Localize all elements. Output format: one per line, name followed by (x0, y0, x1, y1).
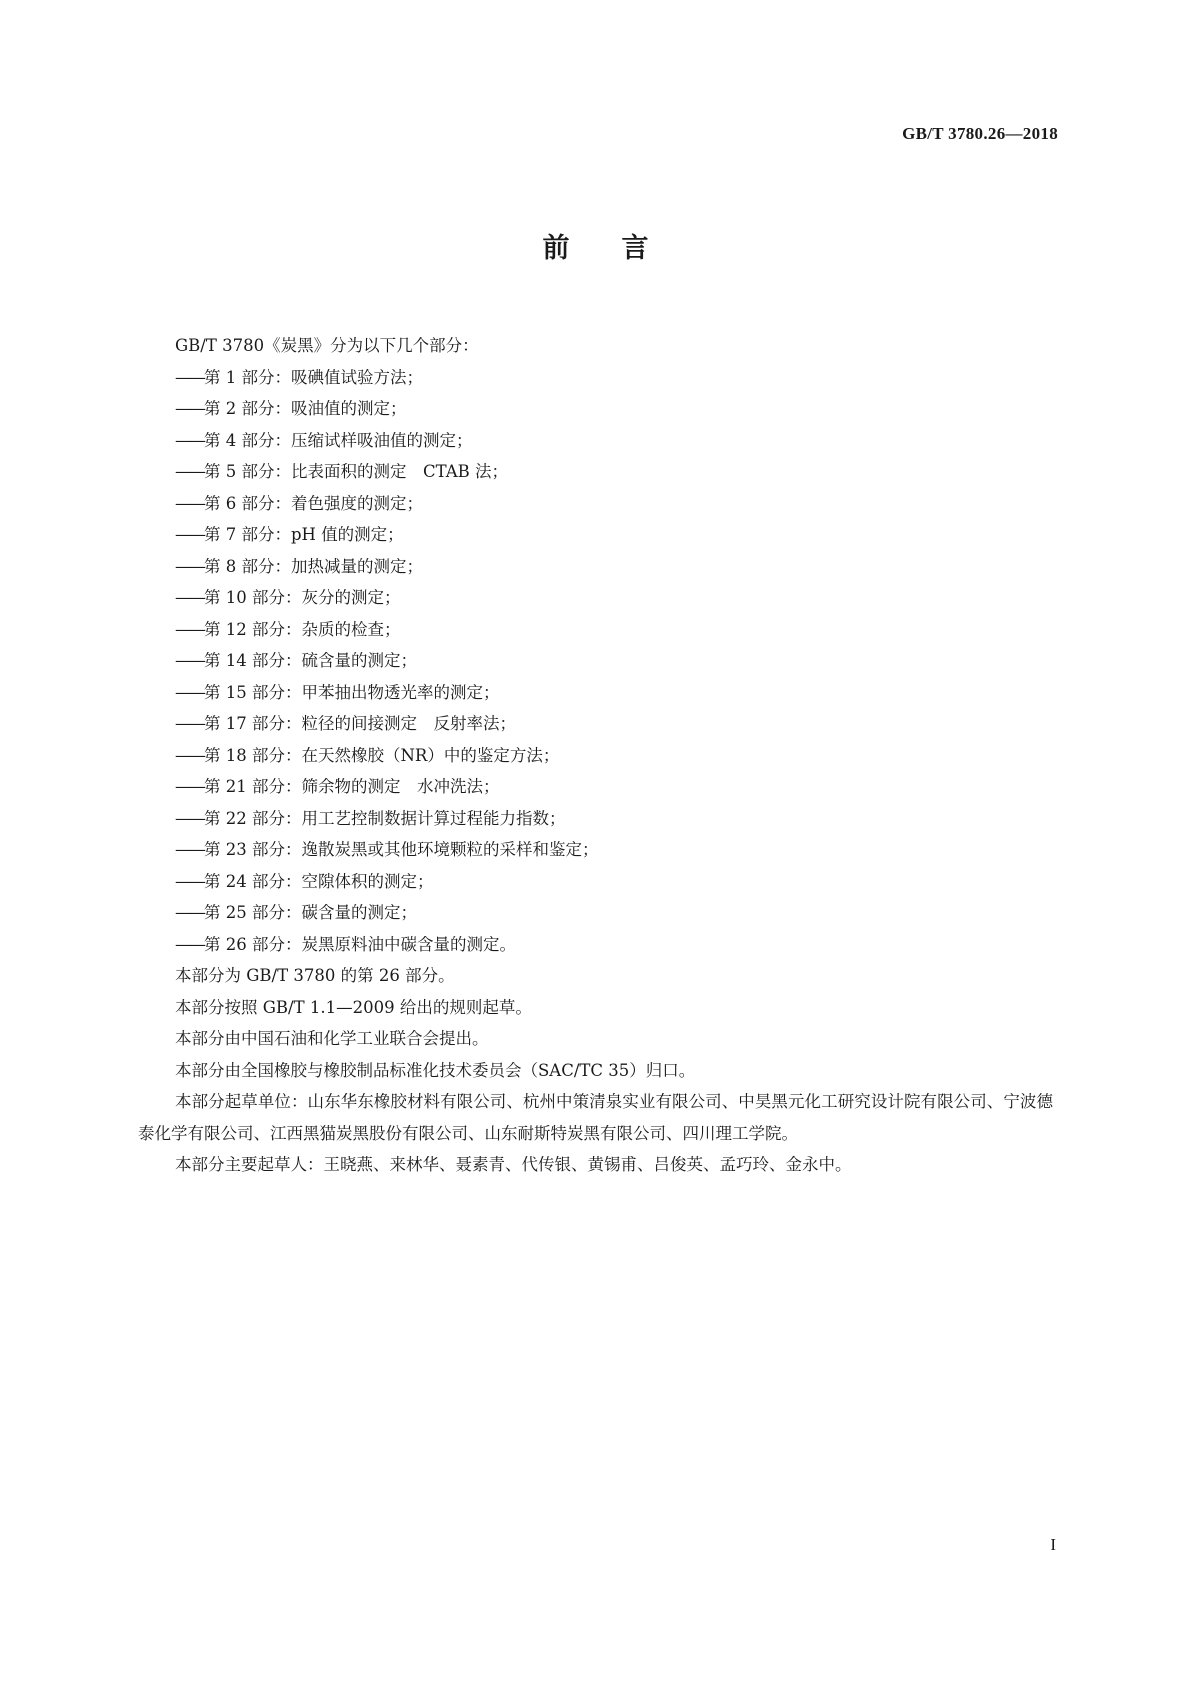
list-dash: —— (175, 651, 204, 670)
list-item (138, 677, 1053, 709)
list-item (138, 708, 1053, 740)
standard-number: GB/T 3780.26—2018 (902, 124, 1058, 143)
part-text: 第 26 部分：炭黑原料油中碳含量的测定。 (204, 934, 516, 954)
administered-by: 本部分由全国橡胶与橡胶制品标准化技术委员会（SAC/TC 35）归口。 (175, 1060, 696, 1080)
list-item (138, 740, 1053, 772)
list-dash: —— (175, 588, 204, 607)
list-item (138, 519, 1053, 551)
list-dash: —— (175, 808, 204, 828)
list-dash: —— (175, 619, 204, 639)
list-dash: —— (175, 682, 204, 702)
part-text: 第 1 部分：吸碘值试验方法； (204, 367, 423, 387)
list-item (138, 803, 1053, 835)
list-item (138, 834, 1053, 866)
parts-list (138, 362, 1053, 961)
part-text: 第 14 部分：硫含量的测定； (204, 651, 417, 670)
list-item (138, 582, 1053, 614)
part-text: 第 25 部分：碳含量的测定； (204, 903, 417, 922)
drafting-rules: 本部分按照 GB/T 1.1—2009 给出的规则起草。 (175, 997, 532, 1017)
part-text: 第 18 部分：在天然橡胶（NR）中的鉴定方法； (204, 745, 560, 765)
list-item (138, 456, 1053, 488)
list-item (138, 393, 1053, 425)
part-text: 第 23 部分：逸散炭黑或其他环境颗粒的采样和鉴定； (204, 840, 599, 859)
part-text: 第 7 部分：pH 值的测定； (204, 525, 404, 544)
page-title: 前言 (542, 233, 701, 264)
part-text: 第 15 部分：甲苯抽出物透光率的测定； (204, 682, 500, 702)
list-dash: —— (175, 493, 204, 513)
proposed-by: 本部分由中国石油和化学工业联合会提出。 (175, 1029, 489, 1048)
list-dash: —— (175, 714, 204, 733)
list-item (138, 488, 1053, 520)
list-dash: —— (175, 745, 204, 765)
list-dash: —— (175, 525, 204, 544)
list-dash: —— (175, 556, 204, 576)
list-dash: —— (175, 462, 204, 481)
list-item (138, 614, 1053, 646)
list-dash: —— (175, 777, 204, 796)
part-text: 第 17 部分：粒径的间接测定 反射率法； (204, 714, 516, 733)
list-item (138, 897, 1053, 929)
part-text: 第 6 部分：着色强度的测定； (204, 493, 423, 513)
list-item (138, 771, 1053, 803)
foreword-body (138, 330, 1053, 1181)
drafting-units: 本部分起草单位：山东华东橡胶材料有限公司、杭州中策清泉实业有限公司、中昊黑元化工研究设计院有限公司、宁波德泰化学有限公司、江西黑猫炭黑股份有限公司、山东耐斯特炭黑有限公司、四川理工学院。 (138, 1092, 1053, 1143)
part-text: 第 21 部分：筛余物的测定 水冲洗法； (204, 777, 500, 796)
list-item (138, 929, 1053, 961)
part-text: 第 10 部分：灰分的测定； (204, 588, 401, 607)
list-dash: —— (175, 871, 204, 891)
list-dash: —— (175, 430, 204, 450)
intro-paragraph: GB/T 3780《炭黑》分为以下几个部分： (175, 336, 479, 355)
list-item (138, 362, 1053, 394)
list-dash: —— (175, 399, 204, 418)
part-text: 第 24 部分：空隙体积的测定； (204, 871, 434, 891)
list-item (138, 551, 1053, 583)
part-statement: 本部分为 GB/T 3780 的第 26 部分。 (175, 966, 455, 985)
part-text: 第 2 部分：吸油值的测定； (204, 399, 407, 418)
list-dash: —— (175, 367, 204, 387)
page-number: I (1050, 1535, 1056, 1554)
list-dash: —— (175, 934, 204, 954)
part-text: 第 4 部分：压缩试样吸油值的测定； (204, 430, 473, 450)
list-dash: —— (175, 903, 204, 922)
part-text: 第 5 部分：比表面积的测定 CTAB 法； (204, 462, 509, 481)
list-item (138, 866, 1053, 898)
part-text: 第 12 部分：杂质的检查； (204, 619, 401, 639)
list-dash: —— (175, 840, 204, 859)
drafters: 本部分主要起草人：王晓燕、来林华、聂素青、代传银、黄锡甫、吕俊英、孟巧玲、金永中。 (175, 1155, 852, 1174)
list-item (138, 425, 1053, 457)
part-text: 第 22 部分：用工艺控制数据计算过程能力指数； (204, 808, 566, 828)
list-item (138, 645, 1053, 677)
part-text: 第 8 部分：加热减量的测定； (204, 556, 423, 576)
